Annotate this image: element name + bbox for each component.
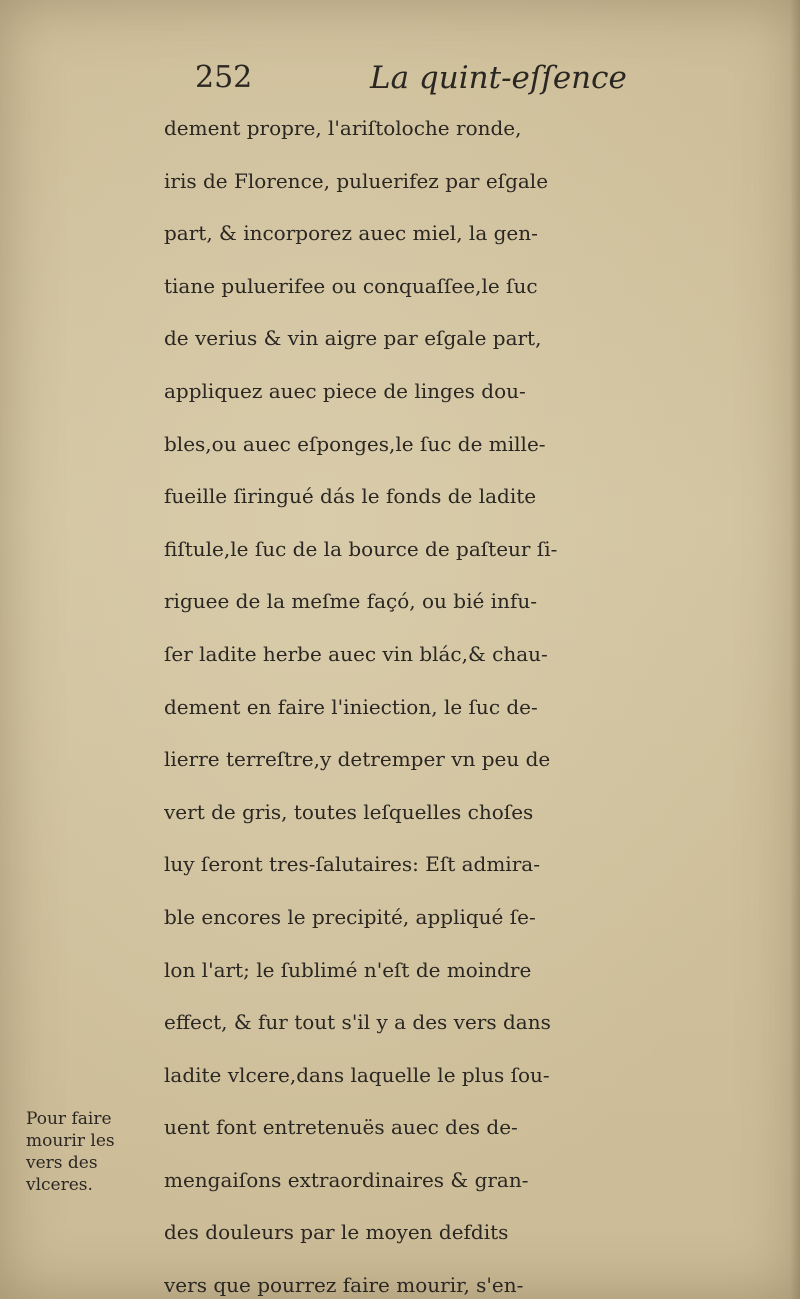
text-line: fiſtule,le ſuc de la bource de paſteur ſi- <box>164 536 558 561</box>
text-line: lierre terreſtre,y detremper vn peu de <box>164 747 551 772</box>
body-text <box>164 102 764 1299</box>
text-line: bles,ou auec eſponges,le ſuc de mille- <box>164 431 546 456</box>
text-line: part, & incorporez auec miel, la gen- <box>164 221 538 246</box>
page-number: 252 <box>195 60 253 95</box>
text-line: vers que pourrez faire mourir, s'en- <box>164 1273 524 1298</box>
text-line: riguee de la meſme façó, ou bié infu- <box>164 589 537 614</box>
text-line: uent font entretenuës auec des de- <box>164 1115 518 1140</box>
text-line: effect, & fur tout s'il y a des vers dans <box>164 1010 551 1035</box>
text-line: dement en faire l'iniection, le ſuc de- <box>164 694 538 719</box>
page-header <box>0 58 800 98</box>
text-line: de verius & vin aigre par eſgale part, <box>164 326 542 351</box>
running-title: La quint-eſſence <box>370 60 627 96</box>
text-line: tiane puluerifee ou conquaſſee,le ſuc <box>164 273 538 298</box>
text-line: mengaiſons extraordinaires & gran- <box>164 1167 529 1192</box>
margin-note-line: vlceres. <box>26 1175 93 1195</box>
text-line: luy ſeront tres-ſalutaires: Eſt admira- <box>164 852 540 877</box>
marginal-note <box>26 1108 166 1196</box>
text-line: ſer ladite herbe auec vin blác,& chau- <box>164 641 548 666</box>
text-line: appliquez auec piece de linges dou- <box>164 378 526 403</box>
page-edge-shadow <box>790 0 800 1299</box>
text-line: lon l'art; le ſublimé n'eſt de moindre <box>164 957 532 982</box>
text-line: fueille ſiringué dás le fonds de ladite <box>164 484 537 509</box>
text-line: dement propre, l'ariſtoloche ronde, <box>164 116 522 140</box>
text-line: des douleurs par le moyen defdits <box>164 1220 509 1245</box>
text-line: ble encores le precipité, appliqué ſe- <box>164 904 536 929</box>
text-line: ladite vlcere,dans laquelle le plus ſou- <box>164 1062 550 1087</box>
text-line: vert de gris, toutes leſquelles choſes <box>164 799 534 824</box>
margin-note-line: Pour faire <box>26 1109 112 1129</box>
margin-note-line: vers des <box>26 1153 98 1173</box>
text-line: iris de Florence, puluerifez par eſgale <box>164 168 549 193</box>
margin-note-line: mourir les <box>26 1131 115 1151</box>
